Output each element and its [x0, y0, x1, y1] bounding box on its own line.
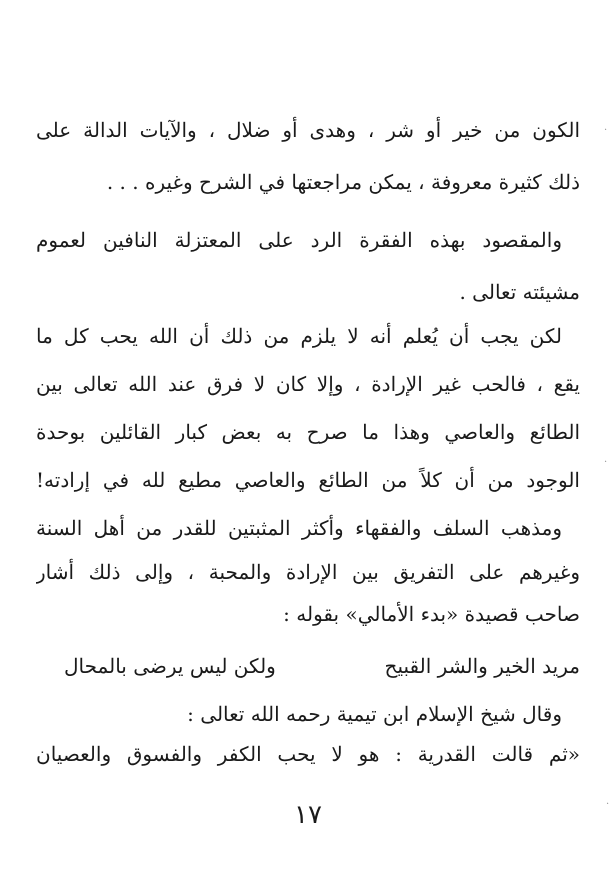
text-line: الكون من خير أو شر ، وهدى أو ضلال ، والآيات الدالة على — [36, 118, 580, 142]
text-line: صاحب قصيدة «بدء الأمالي» بقوله : — [283, 602, 580, 626]
text-line: «ثم قالت القدرية : هو لا يحب الكفر والفسوق والعصيان — [36, 742, 580, 766]
text-line: مشيئته تعالى . — [459, 280, 580, 304]
text-line: يقع ، فالحب غير الإرادة ، وإلا كان لا فرق عند الله تعالى بين — [36, 372, 580, 396]
text-line: الوجود من أن كلاً من الطائع والعاصي مطيع لله في إرادته! — [36, 468, 580, 492]
text-line: ومذهب السلف والفقهاء وأكثر المثبتين للقدر من أهل السنة — [36, 516, 562, 540]
text-line: لكن يجب أن يُعلم أنه لا يلزم من ذلك أن الله يحب كل ما — [36, 324, 562, 348]
margin-mark: · — [604, 457, 608, 468]
verse-second-hemistich: ولكن ليس يرضى بالمحال — [64, 654, 276, 678]
text-line: الطائع والعاصي وهذا ما صرح به بعض كبار القائلين بوحدة — [36, 420, 580, 444]
margin-mark: · — [606, 799, 610, 810]
text-line: والمقصود بهذه الفقرة الرد على المعتزلة النافين لعموم — [36, 228, 562, 252]
page-number: ١٧ — [294, 800, 322, 830]
text-line: وقال شيخ الإسلام ابن تيمية رحمه الله تعالى : — [187, 702, 562, 726]
margin-mark: · — [604, 125, 608, 136]
text-line: ذلك كثيرة معروفة ، يمكن مراجعتها في الشرح وغيره . . . — [106, 170, 580, 194]
verse-first-hemistich: مريد الخير والشر القبيح — [384, 654, 580, 678]
text-line: وغيرهم على التفريق بين الإرادة والمحبة ، وإلى ذلك أشار — [36, 560, 580, 584]
